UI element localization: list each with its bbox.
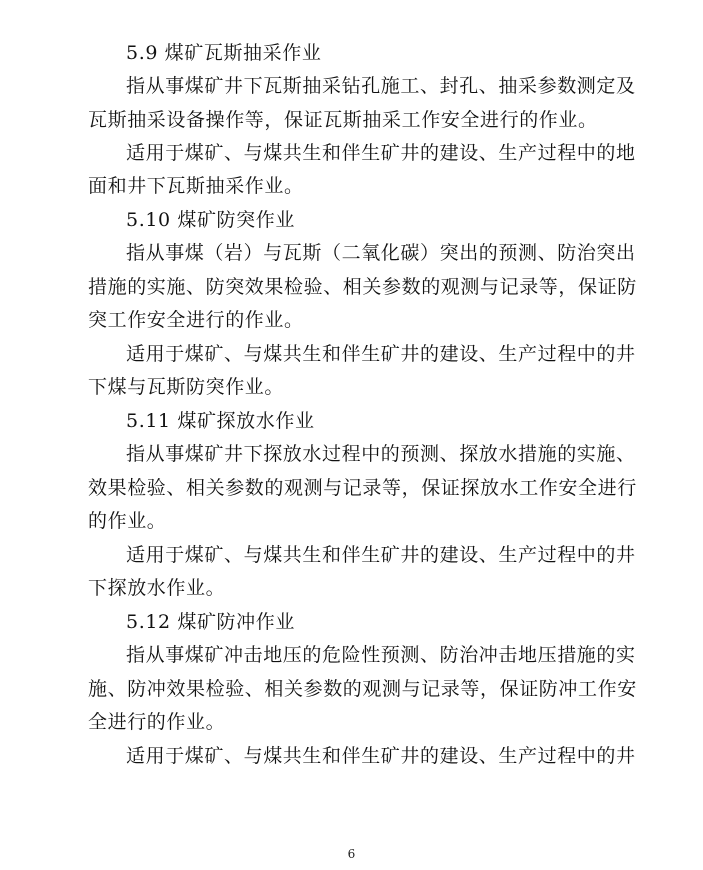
definition-line: 指从事煤（岩）与瓦斯（二氧化碳）突出的预测、防治突出 <box>126 242 636 264</box>
scope-line: 适用于煤矿、与煤共生和伴生矿井的建设、生产过程中的井 <box>126 544 636 566</box>
definition-line: 指从事煤矿井下瓦斯抽采钻孔施工、封孔、抽采参数测定及 <box>126 75 636 97</box>
scope-line: 适用于煤矿、与煤共生和伴生矿井的建设、生产过程中的井 <box>126 343 636 365</box>
definition-line: 突工作安全进行的作业。 <box>88 309 304 331</box>
section-heading-5-10: 5.10 煤矿防突作业 <box>126 209 295 231</box>
section-heading-5-9: 5.9 煤矿瓦斯抽采作业 <box>126 42 322 64</box>
section-heading-5-12: 5.12 煤矿防冲作业 <box>126 611 295 633</box>
definition-line: 全进行的作业。 <box>88 711 226 733</box>
definition-line: 施、防冲效果检验、相关参数的观测与记录等，保证防冲工作安 <box>88 678 637 700</box>
definition-line: 的作业。 <box>88 510 167 532</box>
definition-line: 瓦斯抽采设备操作等，保证瓦斯抽采工作安全进行的作业。 <box>88 109 598 131</box>
definition-line: 指从事煤矿冲击地压的危险性预测、防治冲击地压措施的实 <box>126 644 636 666</box>
scope-line: 面和井下瓦斯抽采作业。 <box>88 175 304 197</box>
scope-line: 下煤与瓦斯防突作业。 <box>88 376 285 398</box>
definition-line: 措施的实施、防突效果检验、相关参数的观测与记录等，保证防 <box>88 276 637 298</box>
scope-line: 适用于煤矿、与煤共生和伴生矿井的建设、生产过程中的井 <box>126 745 636 767</box>
scope-line: 适用于煤矿、与煤共生和伴生矿井的建设、生产过程中的地 <box>126 142 636 164</box>
scope-line: 下探放水作业。 <box>88 577 226 599</box>
section-heading-5-11: 5.11 煤矿探放水作业 <box>126 410 315 432</box>
page-number: 6 <box>347 847 356 861</box>
definition-line: 指从事煤矿井下探放水过程中的预测、探放水措施的实施、 <box>126 443 636 465</box>
definition-line: 效果检验、相关参数的观测与记录等，保证探放水工作安全进行 <box>88 477 637 499</box>
